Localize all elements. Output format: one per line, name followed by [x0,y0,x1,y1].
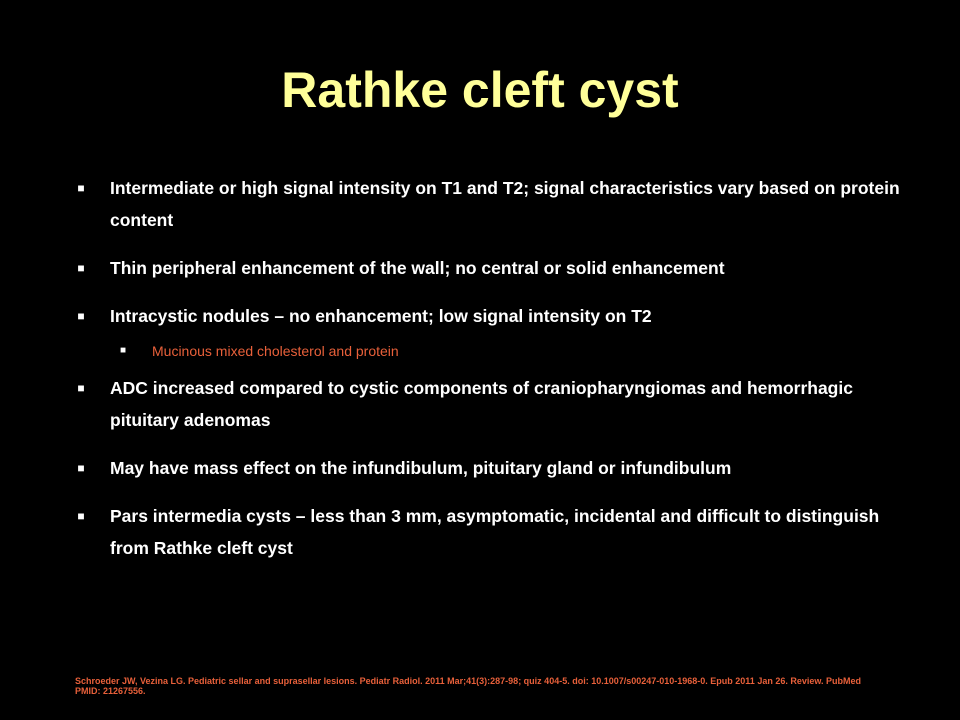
bullet-text: May have mass effect on the infundibulum, pituitary gland or infundibulum [110,458,732,478]
bullet-marker: ■ [77,461,85,475]
bullet-marker: ■ [77,309,85,323]
bullet-text: Thin peripheral enhancement of the wall; no central or solid enhancement [110,258,725,278]
sub-bullet-text: Mucinous mixed cholesterol and protein [152,343,399,359]
bullet-item [72,172,902,236]
bullet-marker: ■ [77,181,85,195]
bullet-item [72,452,902,484]
bullet-text: ADC increased compared to cystic components of craniopharyngiomas and hemorrhagic pituitary adenomas [110,378,853,430]
bullet-marker: ■ [77,381,85,395]
slide-title: Rathke cleft cyst [281,62,679,118]
bullet-text: Pars intermedia cysts – less than 3 mm, asymptomatic, incidental and difficult to distinguish from Rathke cleft cyst [110,506,880,558]
bullet-item [72,300,902,332]
bullet-marker: ■ [77,509,85,523]
bullet-item [72,372,902,436]
bullet-item [72,500,902,564]
bullet-text: Intermediate or high signal intensity on T1 and T2; signal characteristics vary based on protein content [110,178,900,230]
bullet-marker: ■ [77,261,85,275]
bullet-list [72,172,902,580]
sub-bullet-item [72,340,902,362]
sub-bullet-marker: ■ [119,345,127,356]
reference-citation: Schroeder JW, Vezina LG. Pediatric sellar and suprasellar lesions. Pediatr Radiol. 2011 Mar;41(3):287-98; quiz 404-5. doi: 10.1007/s00247-010-1968-0. Epub 2011 Jan 26. Review. PubMed PMID: 21267556. [75,676,862,696]
bullet-item [72,252,902,284]
bullet-text: Intracystic nodules – no enhancement; low signal intensity on T2 [110,306,652,326]
